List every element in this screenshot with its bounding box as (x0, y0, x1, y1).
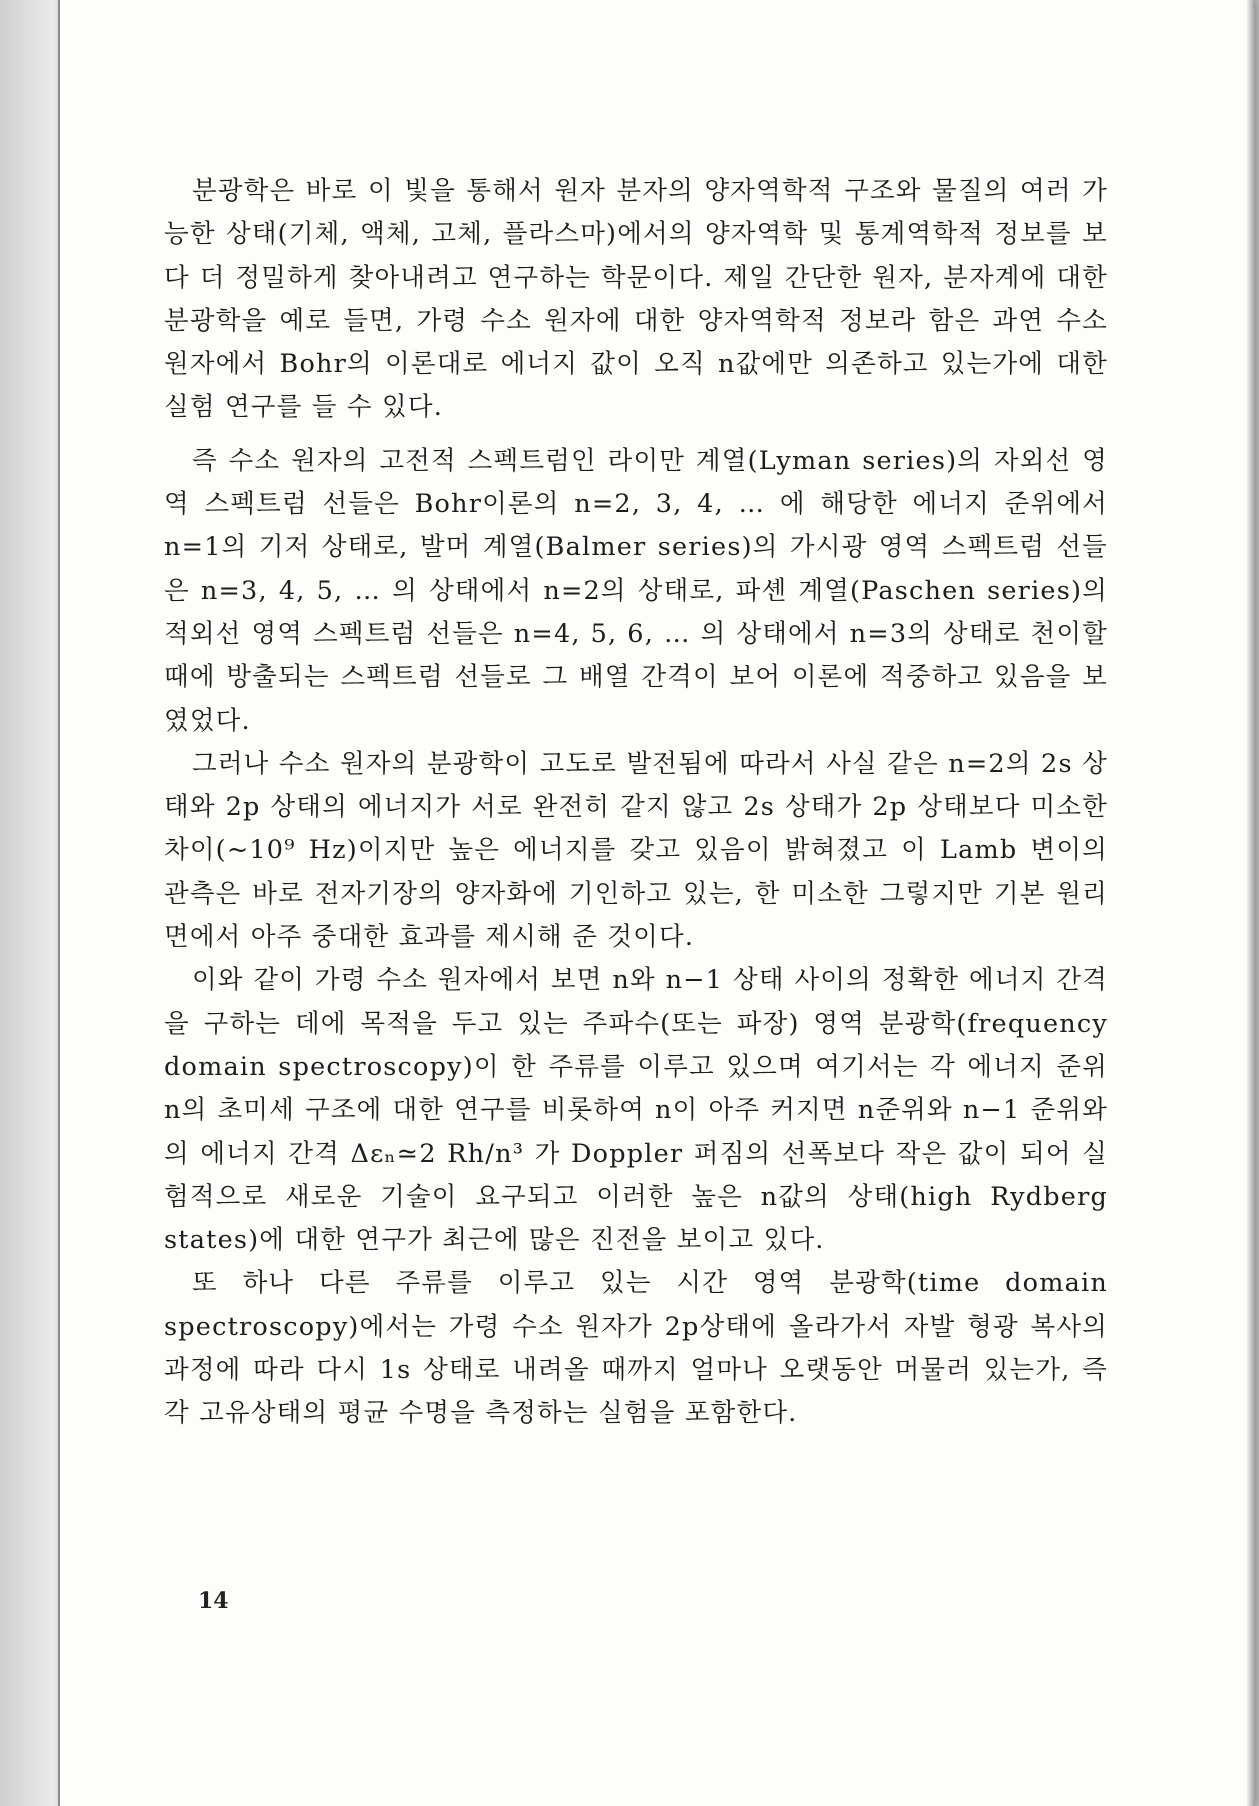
paragraph-3: 그러나 수소 원자의 분광학이 고도로 발전됨에 따라서 사실 같은 n=2의 2s 상태와 2p 상태의 에너지가 서로 완전히 같지 않고 2s 상태가 2p 상태보다 미소한 차이(~10⁹ Hz)이지만 높은 에너지를 갖고 있음이 밝혀졌고 이 Lamb 변이의 관측은 바로 전자기장의 양자화에 기인하고 있는, 한 미소한 그렇지만 기본 원리면에서 아주 중대한 효과를 제시해 준 것이다. (164, 748, 1108, 953)
paragraph-5: 또 하나 다른 주류를 이루고 있는 시간 영역 분광학(time domain spectroscopy)에서는 가령 수소 원자가 2p상태에 올라가서 자발 형광 복사의 과정에 따라 다시 1s 상태로 내려올 때까지 얼마나 오랫동안 머물러 있는가, 즉 각 고유상태의 평균 수명을 측정하는 실험을 포함한다. (164, 1268, 1108, 1429)
page-edge (1247, 0, 1255, 1806)
page-number: 14 (198, 1588, 229, 1614)
paragraph-1: 분광학은 바로 이 빛을 통해서 원자 분자의 양자역학적 구조와 물질의 여러 가능한 상태(기체, 액체, 고체, 플라스마)에서의 양자역학 및 통계역학적 정보를 보다 더 정밀하게 찾아내려고 연구하는 학문이다. 제일 간단한 원자, 분자계에 대한 분광학을 예로 들면, 가령 수소 원자에 대한 양자역학적 정보라 함은 과연 수소 원자에서 Bohr의 이론대로 에너지 값이 오직 n값에만 의존하고 있는가에 대한 실험 연구를 들 수 있다. (164, 176, 1108, 423)
paragraph-2: 즉 수소 원자의 고전적 스펙트럼인 라이만 계열(Lyman series)의 자외선 영역 스펙트럼 선들은 Bohr이론의 n=2, 3, 4, … 에 해당한 에너지 준위에서 n=1의 기저 상태로, 발머 계열(Balmer series)의 가시광 영역 스펙트럼 선들은 n=3, 4, 5, … 의 상태에서 n=2의 상태로, 파셴 계열(Paschen series)의 적외선 영역 스펙트럼 선들은 n=4, 5, 6, … 의 상태에서 n=3의 상태로 천이할 때에 방출되는 스펙트럼 선들로 그 배열 간격이 보어 이론에 적중하고 있음을 보였었다. (164, 445, 1108, 736)
paragraph-4: 이와 같이 가령 수소 원자에서 보면 n와 n−1 상태 사이의 정확한 에너지 간격을 구하는 데에 목적을 두고 있는 주파수(또는 파장) 영역 분광학(frequency domain spectroscopy)이 한 주류를 이루고 있으며 여기서는 각 에너지 준위 n의 초미세 구조에 대한 연구를 비롯하여 n이 아주 커지면 n준위와 n−1 준위와의 에너지 간격 Δεₙ≃2 Rh/n³ 가 Doppler 퍼짐의 선폭보다 작은 값이 되어 실험적으로 새로운 기술이 요구되고 이러한 높은 n값의 상태(high Rydberg states)에 대한 연구가 최근에 많은 진전을 보이고 있다. (164, 965, 1108, 1256)
page-body (164, 170, 1108, 1436)
